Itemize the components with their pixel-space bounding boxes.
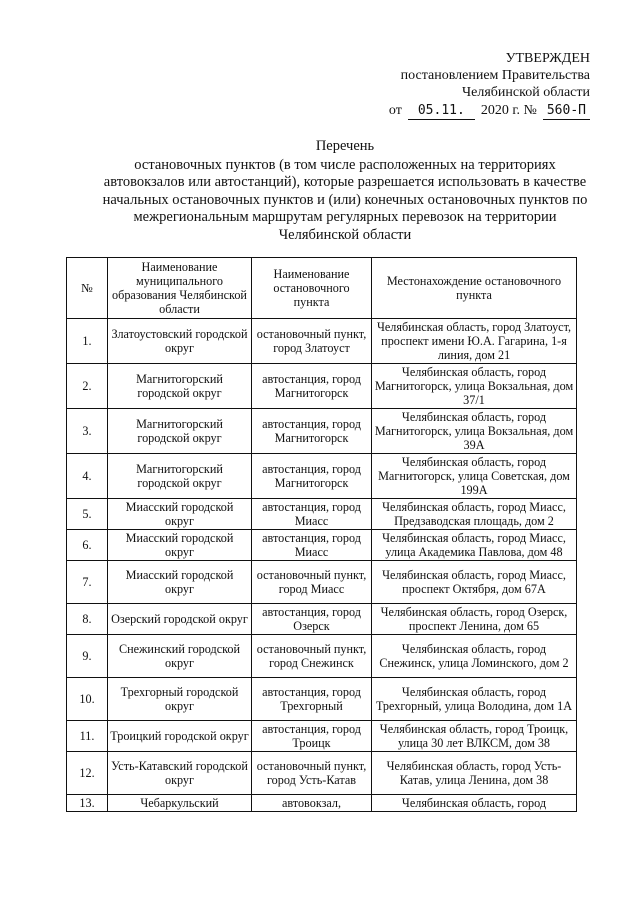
cell-municipality: Златоустовский городской округ bbox=[108, 319, 252, 364]
cell-stop: автостанция, город Миасс bbox=[252, 530, 372, 561]
cell-location: Челябинская область, город Магнитогорск, улица Вокзальная, дом 37/1 bbox=[372, 364, 577, 409]
table-row bbox=[67, 454, 577, 499]
table-row bbox=[67, 635, 577, 678]
cell-location: Челябинская область, город Снежинск, улица Ломинского, дом 2 bbox=[372, 635, 577, 678]
approval-stamp bbox=[380, 50, 590, 120]
decree-number: 560-П bbox=[543, 102, 590, 120]
cell-number: 7. bbox=[67, 561, 108, 604]
cell-number: 3. bbox=[67, 409, 108, 454]
cell-location: Челябинская область, город Озерск, проспект Ленина, дом 65 bbox=[372, 604, 577, 635]
cell-municipality: Магнитогорский городской округ bbox=[108, 454, 252, 499]
cell-location: Челябинская область, город Магнитогорск, улица Советская, дом 199А bbox=[372, 454, 577, 499]
cell-stop: автостанция, город Магнитогорск bbox=[252, 364, 372, 409]
cell-number: 13. bbox=[67, 795, 108, 812]
table-row bbox=[67, 678, 577, 721]
cell-municipality: Чебаркульский bbox=[108, 795, 252, 812]
cell-stop: автовокзал, bbox=[252, 795, 372, 812]
cell-number: 4. bbox=[67, 454, 108, 499]
table-row bbox=[67, 795, 577, 812]
cell-municipality: Магнитогорский городской округ bbox=[108, 364, 252, 409]
cell-municipality: Трехгорный городской округ bbox=[108, 678, 252, 721]
cell-municipality: Усть-Катавский городской округ bbox=[108, 752, 252, 795]
table-row bbox=[67, 409, 577, 454]
cell-location: Челябинская область, город Златоуст, проспект имени Ю.А. Гагарина, 1-я линия, дом 21 bbox=[372, 319, 577, 364]
cell-location: Челябинская область, город bbox=[372, 795, 577, 812]
table-body bbox=[67, 319, 577, 812]
cell-number: 10. bbox=[67, 678, 108, 721]
cell-number: 6. bbox=[67, 530, 108, 561]
approval-region: Челябинской области bbox=[462, 85, 590, 100]
cell-stop: остановочный пункт, город Снежинск bbox=[252, 635, 372, 678]
cell-location: Челябинская область, город Усть-Катав, улица Ленина, дом 38 bbox=[372, 752, 577, 795]
cell-municipality: Миасский городской округ bbox=[108, 530, 252, 561]
cell-number: 9. bbox=[67, 635, 108, 678]
cell-municipality: Миасский городской округ bbox=[108, 561, 252, 604]
cell-stop: остановочный пункт, город Миасс bbox=[252, 561, 372, 604]
approval-title: УТВЕРЖДЕН bbox=[505, 51, 590, 66]
table-row bbox=[67, 319, 577, 364]
cell-municipality: Озерский городской округ bbox=[108, 604, 252, 635]
cell-number: 2. bbox=[67, 364, 108, 409]
cell-municipality: Троицкий городской округ bbox=[108, 721, 252, 752]
stops-table bbox=[66, 257, 577, 812]
title-heading: Перечень bbox=[315, 138, 375, 154]
approval-date-line bbox=[380, 102, 590, 120]
cell-location: Челябинская область, город Миасс, Предзаводская площадь, дом 2 bbox=[372, 499, 577, 530]
cell-stop: автостанция, город Троицк bbox=[252, 721, 372, 752]
header-stop: Наименование остановочного пункта bbox=[252, 258, 372, 319]
header-location: Местонахождение остановочного пункта bbox=[372, 258, 577, 319]
cell-stop: остановочный пункт, город Усть-Катав bbox=[252, 752, 372, 795]
cell-number: 5. bbox=[67, 499, 108, 530]
cell-municipality: Снежинский городской округ bbox=[108, 635, 252, 678]
header-municipality: Наименование муниципального образования Челябинской области bbox=[108, 258, 252, 319]
year-text: 2020 г. № bbox=[480, 103, 537, 118]
table-row bbox=[67, 752, 577, 795]
cell-stop: автостанция, город Трехгорный bbox=[252, 678, 372, 721]
header-number: № bbox=[67, 258, 108, 319]
table-row bbox=[67, 499, 577, 530]
cell-number: 11. bbox=[67, 721, 108, 752]
cell-stop: остановочный пункт, город Златоуст bbox=[252, 319, 372, 364]
cell-number: 12. bbox=[67, 752, 108, 795]
cell-municipality: Магнитогорский городской округ bbox=[108, 409, 252, 454]
table-row bbox=[67, 364, 577, 409]
cell-location: Челябинская область, город Трехгорный, улица Володина, дом 1А bbox=[372, 678, 577, 721]
cell-stop: автостанция, город Миасс bbox=[252, 499, 372, 530]
cell-number: 8. bbox=[67, 604, 108, 635]
document-title bbox=[95, 138, 595, 244]
cell-location: Челябинская область, город Магнитогорск, улица Вокзальная, дом 39А bbox=[372, 409, 577, 454]
cell-location: Челябинская область, город Троицк, улица 30 лет ВЛКСМ, дом 38 bbox=[372, 721, 577, 752]
table-row bbox=[67, 721, 577, 752]
date-prefix: от bbox=[388, 103, 402, 118]
date-value: 05.11. bbox=[408, 102, 475, 120]
cell-location: Челябинская область, город Миасс, улица Академика Павлова, дом 48 bbox=[372, 530, 577, 561]
table-row bbox=[67, 530, 577, 561]
cell-stop: автостанция, город Озерск bbox=[252, 604, 372, 635]
table-row bbox=[67, 604, 577, 635]
approval-decree: постановлением Правительства bbox=[400, 68, 590, 83]
table-row bbox=[67, 561, 577, 604]
cell-stop: автостанция, город Магнитогорск bbox=[252, 409, 372, 454]
title-body: остановочных пунктов (в том числе расположенных на территориях автовокзалов или автостанций), которые разрешается использовать в качестве начальных остановочных пунктов и (или) конечных остановочных пунктов по межрегиональным маршрутам регулярных перевозок на территории Челябинской области bbox=[102, 156, 588, 243]
cell-number: 1. bbox=[67, 319, 108, 364]
table-header-row bbox=[67, 258, 577, 319]
cell-location: Челябинская область, город Миасс, проспект Октября, дом 67А bbox=[372, 561, 577, 604]
cell-stop: автостанция, город Магнитогорск bbox=[252, 454, 372, 499]
cell-municipality: Миасский городской округ bbox=[108, 499, 252, 530]
